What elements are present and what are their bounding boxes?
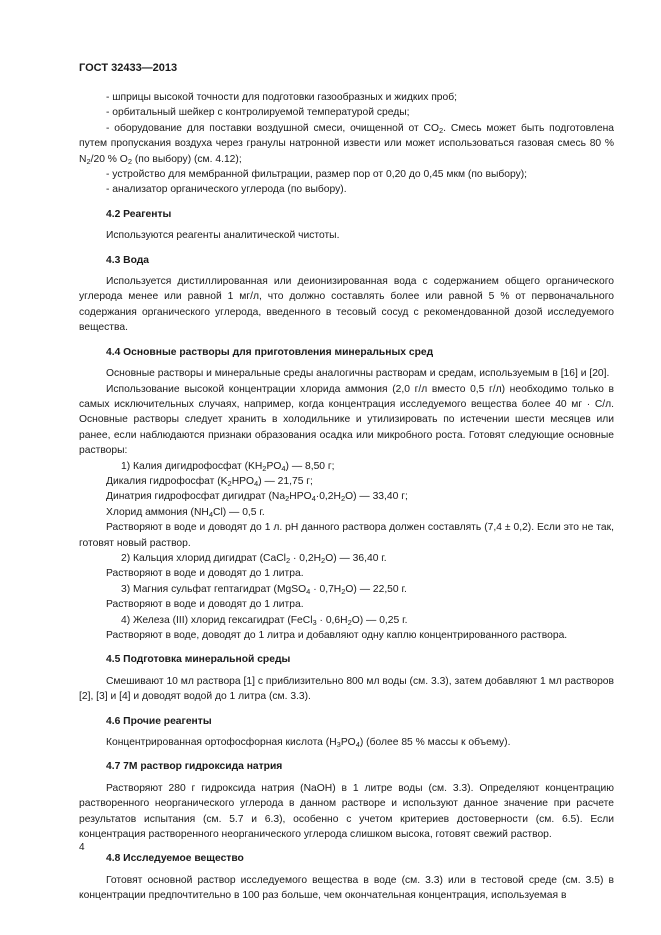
section-heading: 4.8 Исследуемое вещество: [106, 853, 244, 865]
document-header: ГОСТ 32433—2013: [79, 62, 178, 74]
section-heading: 4.3 Вода: [106, 254, 150, 266]
section-heading: 4.7 7М раствор гидроксида натрия: [106, 761, 283, 773]
list-item: - оборудование для поставки воздушной смеси, очищенной от $CO_2$. Смесь может быть подготовлена путем пропускания воздуха через гранулы натронной извести или может использоваться газовая смесь 80 % $N_2/20$ % $O_2$ (по выбору) (см. 4.12);: [79, 122, 614, 166]
section-heading: 4.5 Подготовка минеральной среды: [106, 654, 291, 666]
reagent-line: 4) Железа (III) хлорид гексагидрат (FeCl$_3$ · $0,6H_2O$) — 0,25 г.: [121, 614, 408, 627]
reagent-line: 3) Магния сульфат гептагидрат (MgSO$_4$ · $0,7H_2O$) — 22,50 г.: [121, 583, 407, 596]
section-heading: 4.6 Прочие реагенты: [106, 715, 212, 727]
reagent-line: Хлорид аммония $(NH_4Cl)$ — 0,5 г.: [106, 506, 265, 519]
paragraph: Растворяют в воде и доводят до 1 л. pH данного раствора должен составлять (7,4 ± 0,2). Если это не так, готовят новый раствор.: [79, 522, 614, 549]
paragraph: Используются реагенты аналитической чистоты.: [106, 230, 340, 242]
paragraph: Растворяют 280 г гидроксида натрия (NaOH) в 1 литре воды (см. 3.3). Определяют концентрацию растворенного неорганического углерода в данном растворе и используют данное значение при расчете результатов испытания (см. 5.7 и 6.3), особенно с учетом критериев достоверности (см. 6.5). Если концентрация растворенного неорганического углерода слишком высока, готовят свежий раствор.: [79, 782, 614, 841]
list-item: - шприцы высокой точности для подготовки газообразных и жидких проб;: [106, 92, 457, 103]
reagent-line: 2) Кальция хлорид дигидрат (CaCl$_2$ · $0,2H_2O$) — 36,40 г.: [121, 552, 387, 565]
paragraph: Растворяют в воде и доводят до 1 литра.: [106, 599, 304, 611]
paragraph: Основные растворы и минеральные среды аналогичны растворам и средам, используемым в [16] и [20].: [106, 368, 610, 380]
paragraph: Растворяют в воде и доводят до 1 литра.: [106, 568, 304, 580]
page-number: 4: [79, 842, 85, 853]
section-heading: 4.4 Основные растворы для приготовления минеральных сред: [106, 346, 434, 358]
paragraph: Готовят основной раствор исследуемого вещества в воде (см. 3.3) или в тестовой среде (см. 3.5) в концентрации предпочтительно в 100 раз больше, чем окончательная концентрация, используемая в: [79, 874, 614, 902]
list-item: - анализатор органического углерода (по выбору).: [106, 184, 347, 196]
paragraph: Концентрированная ортофосфорная кислота $(H_3PO_4)$ (более 85 % массы к объему).: [106, 737, 511, 750]
document-body: [79, 90, 614, 904]
section-heading: 4.2 Реагенты: [106, 208, 172, 220]
list-item: - орбитальный шейкер с контролируемой температурой среды;: [106, 107, 410, 119]
list-item: - устройство для мембранной фильтрации, размер пор от 0,20 до 0,45 мкм (по выбору);: [106, 169, 528, 181]
paragraph: Используется дистиллированная или деионизированная вода с содержанием общего органического углерода менее или равной 1 мг/л, что должно составлять более или равной 5 % от первоначального содержания органического углерода, введенного в тесовый сосуд с рекомендованной дозой исследуемого вещества.: [79, 276, 614, 334]
reagent-line: 1) Калия дигидрофосфат $(KH_2PO_4)$ — 8,50 г;: [121, 460, 335, 473]
reagent-line: Дикалия гидрофосфат $(K_2HPO_4)$ — 21,75 г;: [106, 475, 313, 488]
paragraph: Растворяют в воде, доводят до 1 литра и добавляют одну каплю концентрированного раствора.: [106, 630, 568, 641]
paragraph: Использование высокой концентрации хлорида аммония (2,0 г/л вместо 0,5 г/л) необходимо только в самых исключительных случаях, например, когда концентрация исследуемого вещества более 40 мг · С/л. Основные растворы следует хранить в холодильнике и утилизировать по истечении шести месяцев или ранее, если наблюдаются признаки образования осадка или микробного роста. Готовят следующие основные растворы:: [79, 383, 614, 457]
paragraph: Смешивают 10 мл раствора [1] с приблизительно 800 мл воды (см. 3.3), затем добавляют 1 мл растворов [2], [3] и [4] и доводят водой до 1 литра (см. 3.3).: [79, 675, 614, 703]
reagent-line: Динатрия гидрофосфат дигидрат $(Na_2HPO_4\cdot 0,2H_2O)$ — 33,40 г;: [106, 491, 408, 504]
